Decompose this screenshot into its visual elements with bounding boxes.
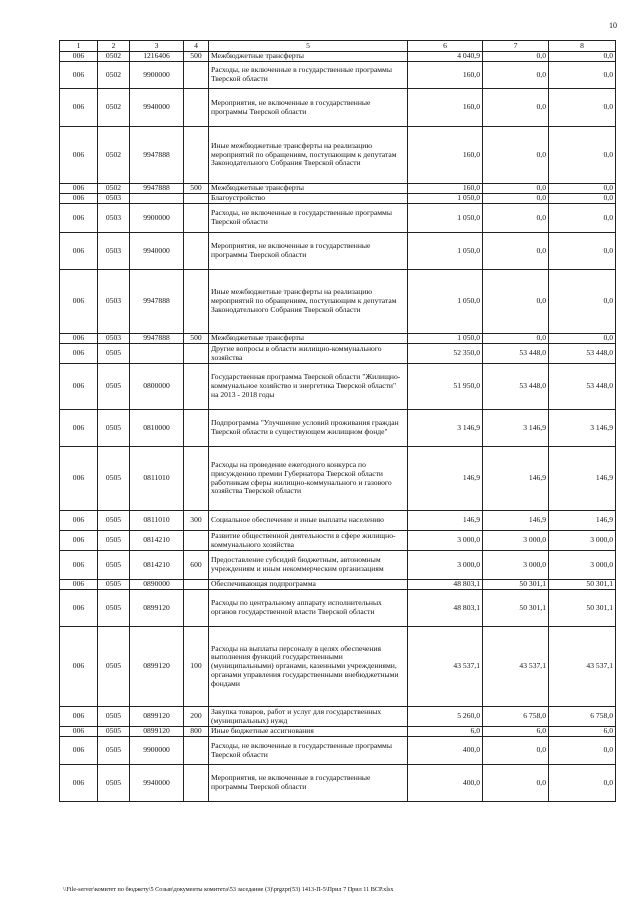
cell-grbs: 006: [60, 184, 98, 194]
table-row: [60, 62, 616, 89]
cell-target-article: 0810000: [130, 410, 184, 447]
cell-target-article: 0899120: [130, 627, 184, 707]
cell-amount-year2: 3 000,0: [483, 551, 549, 580]
table-row: [60, 707, 616, 727]
cell-section: 0505: [98, 364, 130, 410]
cell-amount-year3: 3 146,9: [549, 410, 616, 447]
cell-name: Расходы, не включенные в государственные программы Тверской области: [209, 62, 408, 89]
cell-grbs: 006: [60, 62, 98, 89]
cell-section: 0505: [98, 627, 130, 707]
cell-name: Межбюджетные трансферты: [209, 52, 408, 62]
cell-grbs: 006: [60, 531, 98, 551]
cell-amount-year2: 0,0: [483, 270, 549, 334]
cell-amount-year2: 0,0: [483, 334, 549, 344]
table-row: [60, 627, 616, 707]
cell-expense-type: [184, 447, 209, 511]
cell-amount-year2: 0,0: [483, 194, 549, 204]
cell-amount-year2: 3 000,0: [483, 531, 549, 551]
cell-grbs: 006: [60, 511, 98, 531]
cell-grbs: 006: [60, 707, 98, 727]
cell-grbs: 006: [60, 194, 98, 204]
cell-amount-year3: 0,0: [549, 270, 616, 334]
cell-amount-year3: 50 301,1: [549, 590, 616, 627]
cell-name: Мероприятия, не включенные в государственные программы Тверской области: [209, 765, 408, 802]
table-row: [60, 531, 616, 551]
page-number: 10: [609, 21, 617, 30]
cell-amount-year3: 0,0: [549, 62, 616, 89]
cell-amount-year2: 146,9: [483, 511, 549, 531]
column-header: 1: [60, 41, 98, 52]
cell-amount-year3: 146,9: [549, 447, 616, 511]
cell-amount-year2: 146,9: [483, 447, 549, 511]
cell-amount-year3: 3 000,0: [549, 531, 616, 551]
cell-section: 0505: [98, 727, 130, 737]
cell-name: Расходы, не включенные в государственные программы Тверской области: [209, 204, 408, 233]
cell-target-article: 0800000: [130, 364, 184, 410]
cell-section: 0505: [98, 590, 130, 627]
cell-expense-type: [184, 531, 209, 551]
cell-target-article: 9947888: [130, 184, 184, 194]
cell-name: Мероприятия, не включенные в государственные программы Тверской области: [209, 89, 408, 127]
cell-section: 0503: [98, 204, 130, 233]
cell-name: Государственная программа Тверской области "Жилищно-коммунальное хозяйство и энергетика Тверской области" на 2013 - 2018 годы: [209, 364, 408, 410]
cell-expense-type: 800: [184, 727, 209, 737]
cell-amount-year2: 0,0: [483, 765, 549, 802]
cell-amount-year3: 146,9: [549, 511, 616, 531]
cell-amount-year3: 6,0: [549, 727, 616, 737]
cell-expense-type: [184, 127, 209, 184]
table-row: [60, 410, 616, 447]
cell-amount-year1: 1 050,0: [408, 233, 483, 270]
cell-name: Благоустройство: [209, 194, 408, 204]
cell-expense-type: 500: [184, 184, 209, 194]
cell-expense-type: 500: [184, 334, 209, 344]
cell-amount-year1: 160,0: [408, 62, 483, 89]
cell-grbs: 006: [60, 447, 98, 511]
cell-amount-year1: 3 146,9: [408, 410, 483, 447]
cell-amount-year1: 3 000,0: [408, 551, 483, 580]
table-row: [60, 344, 616, 364]
cell-amount-year2: 53 448,0: [483, 344, 549, 364]
cell-section: 0502: [98, 52, 130, 62]
cell-target-article: 9900000: [130, 62, 184, 89]
cell-expense-type: [184, 270, 209, 334]
cell-target-article: 0814210: [130, 551, 184, 580]
cell-expense-type: [184, 89, 209, 127]
cell-amount-year1: 400,0: [408, 737, 483, 765]
cell-name: Расходы, не включенные в государственные программы Тверской области: [209, 737, 408, 765]
cell-expense-type: [184, 580, 209, 590]
cell-amount-year1: 146,9: [408, 511, 483, 531]
cell-amount-year1: 52 350,0: [408, 344, 483, 364]
cell-target-article: 9947888: [130, 334, 184, 344]
cell-section: 0505: [98, 551, 130, 580]
cell-grbs: 006: [60, 410, 98, 447]
cell-section: 0505: [98, 737, 130, 765]
table-row: [60, 447, 616, 511]
cell-target-article: 0814210: [130, 531, 184, 551]
cell-grbs: 006: [60, 737, 98, 765]
cell-target-article: 0890000: [130, 580, 184, 590]
cell-section: 0505: [98, 580, 130, 590]
cell-amount-year3: 0,0: [549, 765, 616, 802]
cell-amount-year1: 1 050,0: [408, 204, 483, 233]
cell-section: 0505: [98, 447, 130, 511]
cell-expense-type: 300: [184, 511, 209, 531]
cell-expense-type: [184, 194, 209, 204]
cell-amount-year2: 50 301,1: [483, 580, 549, 590]
cell-grbs: 006: [60, 551, 98, 580]
table-row: [60, 52, 616, 62]
cell-amount-year3: 0,0: [549, 184, 616, 194]
table-row: [60, 551, 616, 580]
cell-name: Подпрограмма "Улучшение условий проживания граждан Тверской области в существующем жилищном фонде": [209, 410, 408, 447]
cell-expense-type: [184, 410, 209, 447]
cell-amount-year1: 160,0: [408, 127, 483, 184]
cell-target-article: 9940000: [130, 765, 184, 802]
cell-expense-type: 500: [184, 52, 209, 62]
cell-section: 0505: [98, 765, 130, 802]
cell-amount-year1: 146,9: [408, 447, 483, 511]
cell-amount-year3: 43 537,1: [549, 627, 616, 707]
cell-amount-year3: 0,0: [549, 127, 616, 184]
table-row: [60, 727, 616, 737]
cell-section: 0502: [98, 62, 130, 89]
cell-amount-year3: 6 758,0: [549, 707, 616, 727]
cell-amount-year1: 160,0: [408, 89, 483, 127]
cell-section: 0505: [98, 531, 130, 551]
cell-name: Обеспечивающая подпрограмма: [209, 580, 408, 590]
cell-expense-type: [184, 364, 209, 410]
cell-amount-year1: 3 000,0: [408, 531, 483, 551]
cell-name: Иные межбюджетные трансферты на реализацию мероприятий по обращениям, поступающим к депутатам Законодательного Собрания Тверской области: [209, 270, 408, 334]
table-row: [60, 127, 616, 184]
table-row: [60, 737, 616, 765]
cell-name: Межбюджетные трансферты: [209, 184, 408, 194]
cell-grbs: 006: [60, 270, 98, 334]
cell-grbs: 006: [60, 334, 98, 344]
column-header: 5: [209, 41, 408, 52]
cell-name: Расходы по центральному аппарату исполнительных органов государственной власти Тверской области: [209, 590, 408, 627]
cell-section: 0502: [98, 184, 130, 194]
column-header: 7: [483, 41, 549, 52]
cell-target-article: 9947888: [130, 270, 184, 334]
cell-amount-year2: 3 146,9: [483, 410, 549, 447]
cell-section: 0505: [98, 410, 130, 447]
table-header-row: [60, 41, 616, 52]
cell-name: Расходы на проведение ежегодного конкурса по присуждению премии Губернатора Тверской области работникам сферы жилищно-коммунального и газового хозяйства Тверской области: [209, 447, 408, 511]
cell-amount-year3: 0,0: [549, 89, 616, 127]
cell-expense-type: 600: [184, 551, 209, 580]
cell-grbs: 006: [60, 344, 98, 364]
cell-name: Социальное обеспечение и иные выплаты населению: [209, 511, 408, 531]
cell-expense-type: [184, 62, 209, 89]
cell-grbs: 006: [60, 89, 98, 127]
cell-target-article: 0899120: [130, 727, 184, 737]
cell-amount-year1: 6,0: [408, 727, 483, 737]
cell-section: 0503: [98, 270, 130, 334]
cell-expense-type: [184, 233, 209, 270]
cell-expense-type: [184, 737, 209, 765]
cell-expense-type: [184, 344, 209, 364]
cell-target-article: 9940000: [130, 89, 184, 127]
cell-amount-year3: 0,0: [549, 737, 616, 765]
cell-target-article: 1216406: [130, 52, 184, 62]
cell-amount-year1: 160,0: [408, 184, 483, 194]
cell-section: 0505: [98, 511, 130, 531]
budget-table: [59, 40, 616, 802]
cell-amount-year2: 0,0: [483, 62, 549, 89]
cell-amount-year2: 0,0: [483, 204, 549, 233]
cell-name: Иные бюджетные ассигнования: [209, 727, 408, 737]
cell-grbs: 006: [60, 233, 98, 270]
cell-grbs: 006: [60, 204, 98, 233]
table-row: [60, 89, 616, 127]
column-header: 3: [130, 41, 184, 52]
file-path-footer: \\File-server\комитет по бюджету\5 Созыв\документы комитета\53 заседание (3)\prgzpr(53) 1413-П-5\Прил 7 Прил 11 ВСР.xlsx: [63, 886, 394, 893]
cell-target-article: 0899120: [130, 590, 184, 627]
cell-name: Межбюджетные трансферты: [209, 334, 408, 344]
cell-amount-year2: 6 758,0: [483, 707, 549, 727]
cell-amount-year2: 43 537,1: [483, 627, 549, 707]
cell-grbs: 006: [60, 627, 98, 707]
cell-amount-year3: 0,0: [549, 233, 616, 270]
cell-section: 0502: [98, 89, 130, 127]
cell-grbs: 006: [60, 590, 98, 627]
cell-target-article: 9947888: [130, 127, 184, 184]
cell-amount-year1: 1 050,0: [408, 270, 483, 334]
table-row: [60, 511, 616, 531]
cell-amount-year3: 0,0: [549, 52, 616, 62]
cell-amount-year2: 53 448,0: [483, 364, 549, 410]
cell-target-article: 0811010: [130, 447, 184, 511]
cell-amount-year1: 48 803,1: [408, 580, 483, 590]
table-row: [60, 194, 616, 204]
cell-name: Развитие общественной деятельности в сфере жилищно-коммунального хозяйства: [209, 531, 408, 551]
cell-grbs: 006: [60, 765, 98, 802]
cell-amount-year3: 0,0: [549, 204, 616, 233]
cell-expense-type: 200: [184, 707, 209, 727]
cell-amount-year3: 50 301,1: [549, 580, 616, 590]
cell-name: Расходы на выплаты персоналу в целях обеспечения выполнения функций государственными (муниципальными) органами, казенными учреждениями, органами управления государственными внебюджетными фондами: [209, 627, 408, 707]
cell-amount-year2: 0,0: [483, 52, 549, 62]
cell-expense-type: [184, 765, 209, 802]
cell-section: 0503: [98, 194, 130, 204]
cell-target-article: 9900000: [130, 204, 184, 233]
table-row: [60, 334, 616, 344]
cell-target-article: [130, 194, 184, 204]
cell-target-article: 9900000: [130, 737, 184, 765]
cell-amount-year1: 1 050,0: [408, 334, 483, 344]
cell-target-article: [130, 344, 184, 364]
cell-section: 0503: [98, 233, 130, 270]
cell-amount-year1: 5 260,0: [408, 707, 483, 727]
cell-amount-year3: 0,0: [549, 334, 616, 344]
cell-section: 0503: [98, 334, 130, 344]
column-header: 6: [408, 41, 483, 52]
cell-amount-year3: 0,0: [549, 194, 616, 204]
cell-amount-year1: 43 537,1: [408, 627, 483, 707]
cell-grbs: 006: [60, 580, 98, 590]
cell-amount-year2: 50 301,1: [483, 590, 549, 627]
cell-amount-year3: 53 448,0: [549, 344, 616, 364]
cell-target-article: 9940000: [130, 233, 184, 270]
cell-name: Мероприятия, не включенные в государственные программы Тверской области: [209, 233, 408, 270]
cell-grbs: 006: [60, 52, 98, 62]
cell-amount-year2: 0,0: [483, 127, 549, 184]
column-header: 2: [98, 41, 130, 52]
cell-amount-year1: 51 950,0: [408, 364, 483, 410]
table-row: [60, 364, 616, 410]
cell-section: 0505: [98, 344, 130, 364]
cell-amount-year2: 0,0: [483, 89, 549, 127]
cell-amount-year2: 0,0: [483, 184, 549, 194]
column-header: 8: [549, 41, 616, 52]
cell-amount-year1: 400,0: [408, 765, 483, 802]
column-header: 4: [184, 41, 209, 52]
cell-amount-year3: 53 448,0: [549, 364, 616, 410]
table-row: [60, 233, 616, 270]
cell-target-article: 0899120: [130, 707, 184, 727]
cell-amount-year1: 4 040,9: [408, 52, 483, 62]
cell-expense-type: 100: [184, 627, 209, 707]
cell-section: 0505: [98, 707, 130, 727]
cell-expense-type: [184, 590, 209, 627]
cell-grbs: 006: [60, 727, 98, 737]
cell-expense-type: [184, 204, 209, 233]
table-row: [60, 590, 616, 627]
cell-amount-year1: 48 803,1: [408, 590, 483, 627]
table-row: [60, 270, 616, 334]
cell-name: Предоставление субсидий бюджетным, автономным учреждениям и иным некоммерческим организациям: [209, 551, 408, 580]
cell-amount-year1: 1 050,0: [408, 194, 483, 204]
cell-section: 0502: [98, 127, 130, 184]
table-row: [60, 204, 616, 233]
table-row: [60, 184, 616, 194]
cell-target-article: 0811010: [130, 511, 184, 531]
table-row: [60, 765, 616, 802]
table-body: [60, 52, 616, 802]
cell-amount-year2: 6,0: [483, 727, 549, 737]
cell-name: Другие вопросы в области жилищно-коммунального хозяйства: [209, 344, 408, 364]
cell-amount-year2: 0,0: [483, 233, 549, 270]
cell-grbs: 006: [60, 364, 98, 410]
cell-amount-year3: 3 000,0: [549, 551, 616, 580]
cell-grbs: 006: [60, 127, 98, 184]
table-row: [60, 580, 616, 590]
cell-name: Иные межбюджетные трансферты на реализацию мероприятий по обращениям, поступающим к депутатам Законодательного Собрания Тверской области: [209, 127, 408, 184]
cell-name: Закупка товаров, работ и услуг для государственных (муниципальных) нужд: [209, 707, 408, 727]
cell-amount-year2: 0,0: [483, 737, 549, 765]
